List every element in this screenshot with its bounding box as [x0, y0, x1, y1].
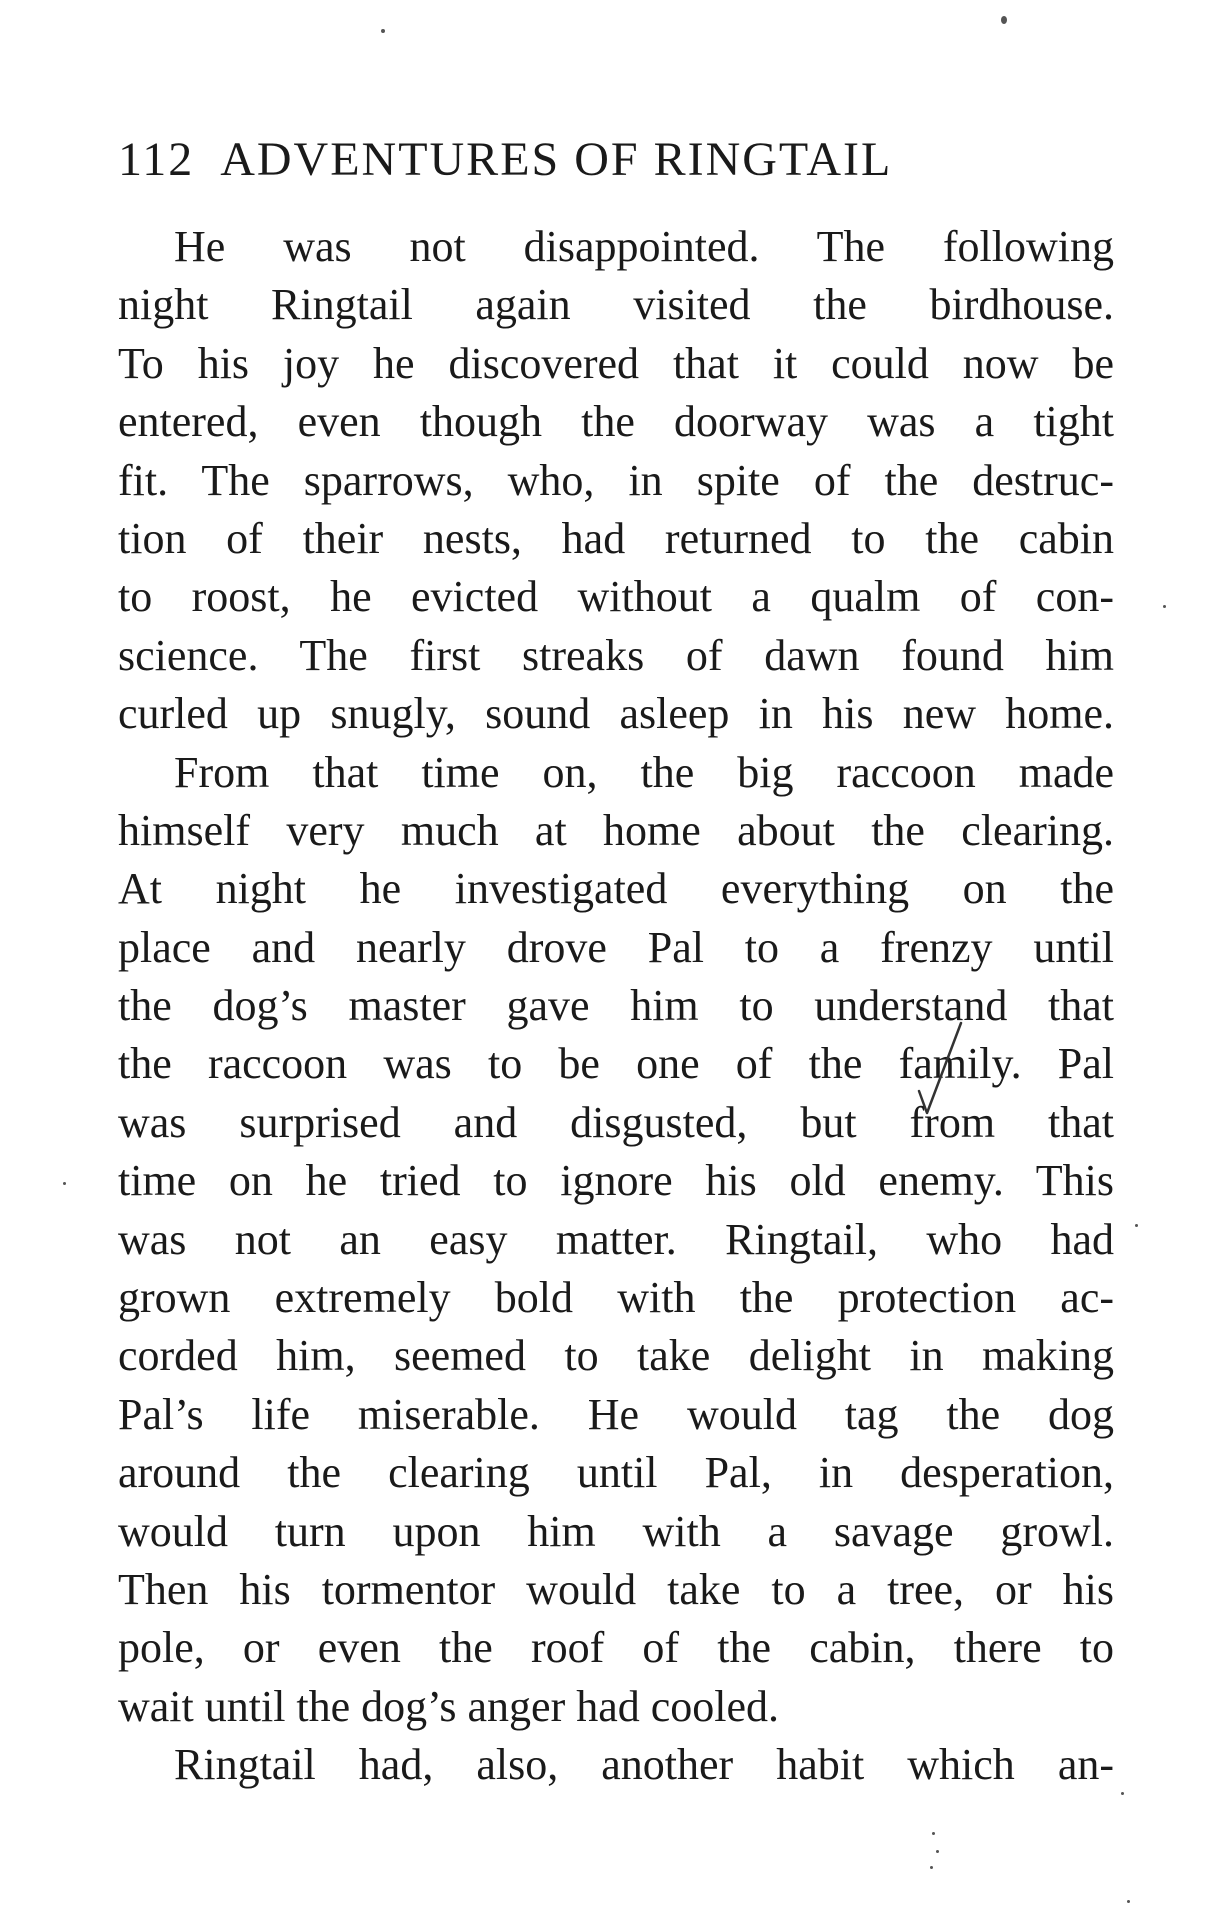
text-line: Pal’s life miserable. He would tag the dog [118, 1389, 1114, 1439]
text-line: grown extremely bold with the protection ac- [118, 1273, 1114, 1323]
text-line: place and nearly drove Pal to a frenzy until [118, 922, 1114, 972]
scan-speck [1001, 16, 1007, 24]
text-line: around the clearing until Pal, in desperation, [118, 1448, 1114, 1498]
text-line: time on he tried to ignore his old enemy. This [118, 1156, 1114, 1206]
text-line: himself very much at home about the clearing. [118, 805, 1114, 855]
page-number: 112 [118, 133, 195, 186]
scan-speck [932, 1832, 935, 1835]
running-header [118, 132, 1118, 187]
scan-speck [1135, 1224, 1138, 1227]
text-line: night Ringtail again visited the birdhouse. [118, 280, 1114, 330]
text-line: At night he investigated everything on the [118, 864, 1114, 914]
running-title: ADVENTURES OF RINGTAIL [220, 133, 893, 186]
text-line: the raccoon was to be one of the family. Pal [118, 1039, 1114, 1089]
text-line: corded him, seemed to take delight in making [118, 1331, 1114, 1381]
scan-speck [936, 1850, 939, 1853]
scan-speck [63, 1182, 66, 1185]
text-line: was not an easy matter. Ringtail, who had [118, 1214, 1114, 1264]
text-line: the dog’s master gave him to understand that [118, 981, 1114, 1031]
text-line: wait until the dog’s anger had cooled. [118, 1681, 780, 1731]
text-line: To his joy he discovered that it could now be [118, 338, 1114, 388]
text-line: He was not disappointed. The following [174, 222, 1114, 271]
scan-speck [1121, 1792, 1124, 1795]
scan-speck [381, 29, 385, 33]
text-line: tion of their nests, had returned to the cabin [118, 513, 1114, 563]
body-text [118, 218, 1114, 1795]
text-line: Ringtail had, also, another habit which an- [174, 1740, 1114, 1790]
text-line: entered, even though the doorway was a tight [118, 397, 1114, 447]
text-line: curled up snugly, sound asleep in his new home. [118, 689, 1114, 739]
text-line: was surprised and disgusted, but from that [118, 1097, 1114, 1147]
text-line: science. The first streaks of dawn found him [118, 630, 1114, 680]
pencil-check-mark [917, 1021, 963, 1117]
text-line: pole, or even the roof of the cabin, there to [118, 1623, 1114, 1673]
text-line: fit. The sparrows, who, in spite of the destruc- [118, 455, 1114, 505]
text-line: would turn upon him with a savage growl. [118, 1506, 1114, 1556]
scan-speck [1163, 605, 1166, 608]
text-line: to roost, he evicted without a qualm of con- [118, 572, 1114, 622]
text-line: Then his tormentor would take to a tree, or his [118, 1564, 1114, 1614]
scan-speck [930, 1866, 933, 1869]
scan-speck [1127, 1900, 1130, 1903]
text-line: From that time on, the big raccoon made [174, 747, 1114, 797]
